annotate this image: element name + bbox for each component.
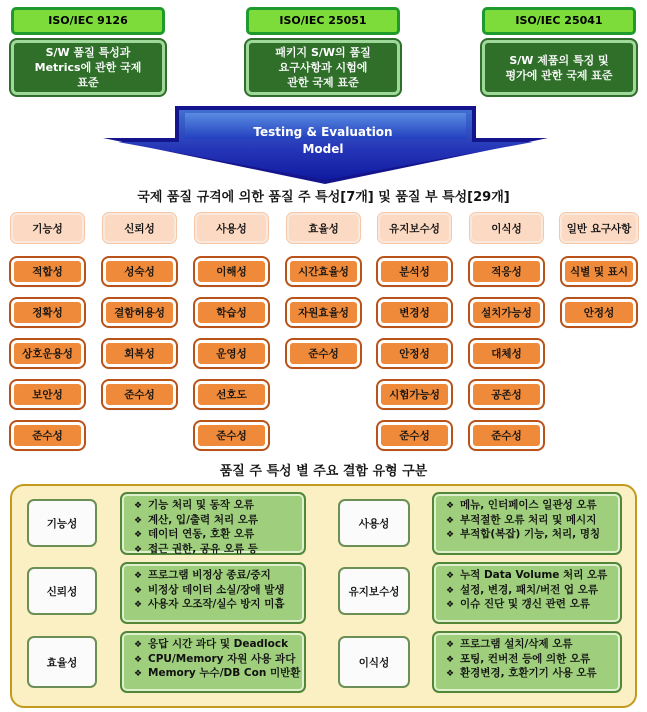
defects-title: 품질 주 특성 별 주요 결함 유형 구분 [219, 464, 428, 479]
sub-characteristic: 시험가능성 [378, 381, 451, 408]
sub-characteristic: 보안성 [11, 381, 84, 408]
defect-item: 이슈 진단 및 갱신 관련 오류 [460, 598, 590, 610]
list-item [446, 569, 612, 584]
characteristics-title: 국제 품질 규격에 의한 품질 주 특성[7개] 및 품질 부 특성[29개] [137, 190, 510, 205]
bullet-icon: ❖ [446, 669, 455, 679]
defect-item: 사용자 오조작/실수 방지 미흡 [148, 598, 285, 610]
sub-characteristic: 정확성 [11, 299, 84, 326]
defect-category-usability: 사용성 [338, 499, 410, 547]
sub-characteristic: 안정성 [378, 340, 451, 367]
sub-characteristic: 시간효율성 [287, 258, 360, 285]
sub-characteristic: 변경성 [378, 299, 451, 326]
bullet-icon: ❖ [446, 501, 455, 511]
std-desc-line: 평가에 관한 국제 표준 [505, 68, 613, 82]
list-item [134, 528, 296, 543]
sub-characteristic: 설치가능성 [470, 299, 543, 326]
bullet-icon: ❖ [134, 530, 143, 540]
sub-characteristic: 결함허용성 [103, 299, 176, 326]
category-portability: 이식성 [470, 213, 543, 243]
std-code-25041: ISO/IEC 25041 [482, 7, 636, 35]
defect-item: Memory 누수/DB Con 미반환 [148, 667, 301, 679]
defect-item: 데이터 연동, 호환 오류 [148, 528, 255, 540]
sub-characteristic: 공존성 [470, 381, 543, 408]
defect-item: 메뉴, 인터페이스 일관성 오류 [460, 499, 597, 511]
defect-list-usability [432, 492, 622, 555]
std-desc-line: Metrics에 관한 국제 [34, 61, 142, 74]
category-general-requirements: 일반 요구사항 [560, 213, 638, 243]
list-item [446, 667, 612, 682]
list-item [134, 638, 296, 653]
sub-characteristic: 준수성 [103, 381, 176, 408]
sub-characteristic: 운영성 [195, 340, 268, 367]
defect-item: 응답 시간 과다 및 Deadlock [148, 638, 289, 650]
list-item [446, 638, 612, 653]
list-item [446, 528, 612, 543]
list-item [446, 598, 612, 613]
list-item [134, 543, 296, 558]
std-code-25051: ISO/IEC 25051 [246, 7, 400, 35]
bullet-icon: ❖ [134, 501, 143, 511]
defect-item: 계산, 입/출력 처리 오류 [148, 513, 259, 526]
std-desc-line: S/W 품질 특성과 [45, 46, 131, 59]
defect-item: 기능 처리 및 동작 오류 [148, 499, 254, 511]
model-label-line1: Testing & Evaluation [253, 125, 393, 139]
defect-item: 부적합(복잡) 기능, 처리, 명칭 [460, 528, 601, 540]
list-item [446, 514, 612, 529]
list-item [446, 584, 612, 599]
std-desc-25041 [482, 40, 636, 95]
list-item [134, 584, 296, 599]
std-desc-line: S/W 제품의 특징 및 [509, 53, 609, 67]
bullet-icon: ❖ [134, 669, 143, 679]
sub-characteristic: 상호운용성 [11, 340, 84, 367]
list-item [134, 667, 301, 682]
sub-characteristic: 준수성 [195, 422, 268, 449]
category-reliability: 신뢰성 [103, 213, 176, 243]
sub-characteristic: 준수성 [378, 422, 451, 449]
bullet-icon: ❖ [134, 640, 143, 650]
sub-characteristic: 성숙성 [103, 258, 176, 285]
list-item [446, 653, 612, 668]
defect-item: 설정, 변경, 패치/버전 업 오류 [460, 583, 599, 596]
list-item [134, 514, 296, 529]
defect-item: 프로그램 비정상 종료/중지 [148, 569, 271, 581]
sub-characteristic: 안정성 [562, 299, 636, 326]
bullet-icon: ❖ [446, 640, 455, 650]
bullet-icon: ❖ [134, 600, 143, 610]
defect-list-functionality [120, 492, 306, 555]
bullet-icon: ❖ [134, 515, 143, 526]
defect-item: 접근 권한, 공유 오류 등 [148, 542, 258, 555]
category-functionality: 기능성 [11, 213, 84, 243]
defect-item: 누적 Data Volume 처리 오류 [460, 569, 608, 581]
list-item [134, 653, 296, 668]
bullet-icon: ❖ [134, 585, 143, 596]
sub-characteristic: 분석성 [378, 258, 451, 285]
list-item [134, 598, 296, 613]
std-desc-line: 표준 [77, 76, 99, 89]
std-desc-9126 [11, 40, 165, 95]
sub-characteristic: 회복성 [103, 340, 176, 367]
defect-item: 프로그램 설치/삭제 오류 [460, 638, 573, 650]
std-code-9126: ISO/IEC 9126 [11, 7, 165, 35]
defect-item: 포팅, 컨버전 등에 의한 오류 [460, 652, 591, 665]
defect-item: 비정상 데이터 소실/장애 발생 [148, 583, 285, 596]
category-usability: 사용성 [195, 213, 268, 243]
sub-characteristic: 식별 및 표시 [562, 258, 636, 285]
defect-category-efficiency: 효율성 [27, 636, 97, 688]
sub-characteristic: 선호도 [195, 381, 268, 408]
defect-category-functionality: 기능성 [27, 499, 97, 547]
bullet-icon: ❖ [134, 544, 143, 555]
sub-characteristic: 학습성 [195, 299, 268, 326]
defect-list-maintainability [432, 562, 622, 624]
sub-characteristic: 자원효율성 [287, 299, 360, 326]
model-label [223, 124, 423, 158]
bullet-icon: ❖ [446, 600, 455, 610]
std-desc-line: 요구사항과 시험에 [278, 61, 368, 74]
bullet-icon: ❖ [446, 530, 455, 540]
defect-item: CPU/Memory 자원 사용 과다 [148, 652, 296, 665]
std-desc-line: 패키지 S/W의 품질 [275, 46, 371, 59]
bullet-icon: ❖ [446, 515, 455, 526]
sub-characteristic: 적응성 [470, 258, 543, 285]
defect-item: 환경변경, 호환기기 사용 오류 [460, 667, 597, 679]
list-item [446, 499, 612, 514]
category-maintainability: 유지보수성 [378, 213, 451, 243]
defect-list-efficiency [120, 631, 306, 693]
bullet-icon: ❖ [134, 654, 143, 665]
defect-list-portability [432, 631, 622, 693]
list-item [134, 499, 296, 514]
std-desc-25051 [246, 40, 400, 95]
bullet-icon: ❖ [446, 585, 455, 596]
sub-characteristic: 준수성 [470, 422, 543, 449]
defect-list-reliability [120, 562, 306, 624]
sub-characteristic: 이해성 [195, 258, 268, 285]
category-efficiency: 효율성 [287, 213, 360, 243]
defect-category-reliability: 신뢰성 [27, 567, 97, 615]
sub-characteristic: 준수성 [287, 340, 360, 367]
bullet-icon: ❖ [446, 571, 455, 581]
sub-characteristic: 적합성 [11, 258, 84, 285]
defect-item: 부적절한 오류 처리 및 메시지 [460, 513, 597, 526]
bullet-icon: ❖ [446, 654, 455, 665]
sub-characteristic: 대체성 [470, 340, 543, 367]
bullet-icon: ❖ [134, 571, 143, 581]
defect-category-portability: 이식성 [338, 636, 410, 688]
list-item [134, 569, 296, 584]
std-desc-line: 관한 국제 표준 [287, 76, 359, 89]
defect-category-maintainability: 유지보수성 [338, 567, 410, 615]
model-label-line2: Model [302, 142, 344, 156]
sub-characteristic: 준수성 [11, 422, 84, 449]
